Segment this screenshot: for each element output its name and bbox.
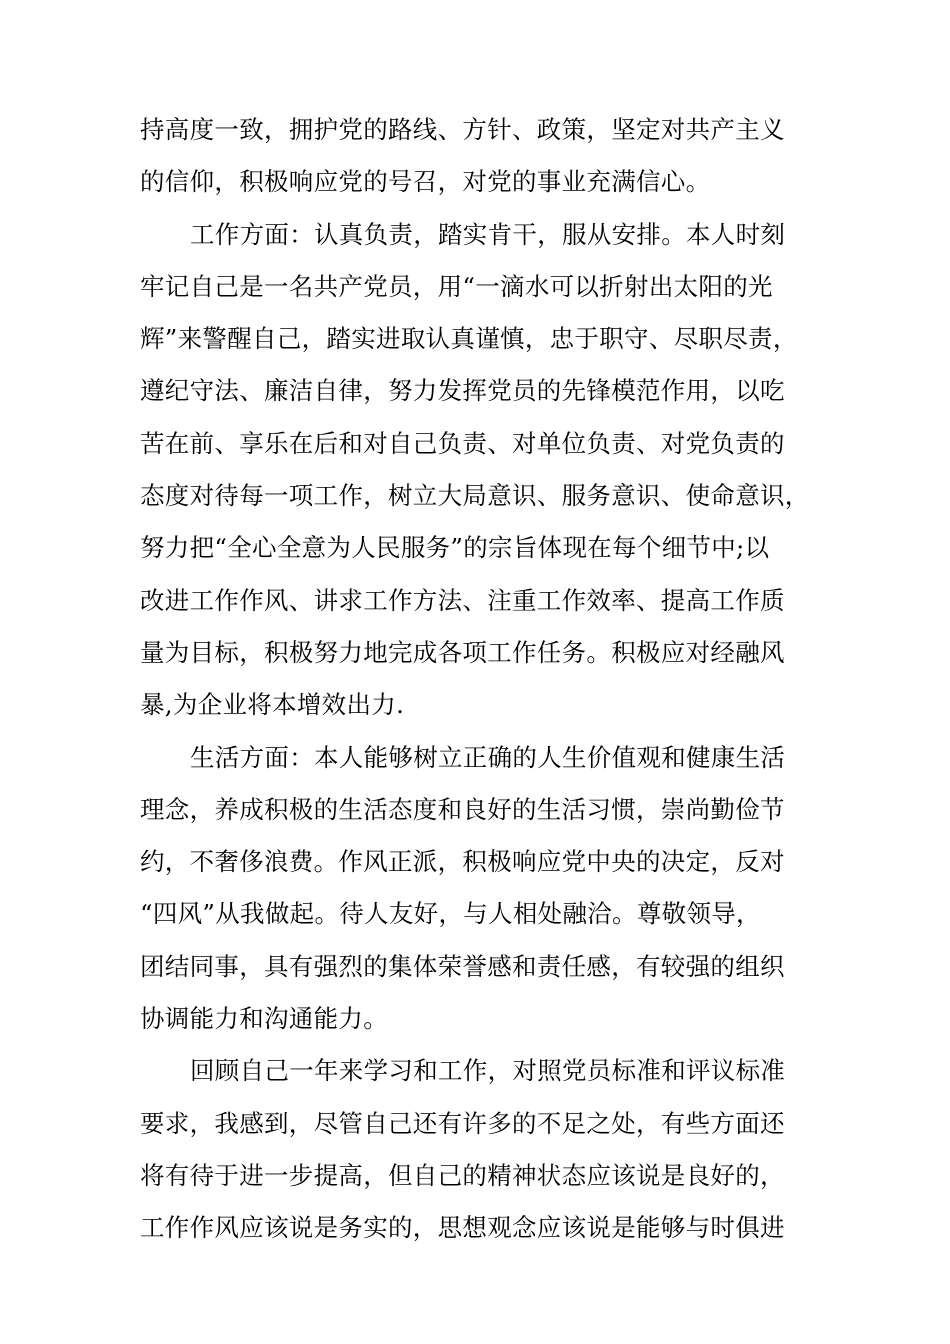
paragraph-review [140,1045,830,1254]
text-line: 改进工作作风、讲求工作方法、注重工作效率、提高工作质 [140,585,785,615]
text-line: 牢记自己是一名共产党员，用“一滴水可以折射出太阳的光 [140,271,773,301]
text-line: 态度对待每一项工作，树立大局意识、服务意识、使命意识， [140,481,810,511]
text-line: 回顾自己一年来学习和工作，对照党员标准和评议标准 [190,1056,786,1086]
text-line: 约，不奢侈浪费。作风正派，积极响应党中央的决定，反对 [140,847,785,877]
text-line: 苦在前、享乐在后和对自己负责、对单位负责、对党负责的 [140,428,785,458]
text-line: 团结同事，具有强烈的集体荣誉感和责任感，有较强的组织 [140,951,785,981]
text-line: “四风”从我做起。待人友好，与人相处融洽。尊敬领导， [140,899,761,929]
text-line: 持高度一致，拥护党的路线、方针、政策，坚定对共产主义 [140,115,785,144]
paragraph-party-loyalty [140,104,830,209]
text-line: 遵纪守法、廉洁自律，努力发挥党员的先锋模范作用，以吃 [140,376,785,406]
text-line: 协调能力和沟通能力。 [140,1004,388,1034]
text-line: 要求，我感到，尽管自己还有许多的不足之处，有些方面还 [140,1108,785,1138]
text-line: 辉”来警醒自己，踏实进取认真谨慎，忠于职守、尽职尽责， [140,324,798,354]
text-line: 将有待于进一步提高，但自己的精神状态应该说是良好的， [140,1160,785,1190]
text-line: 努力把“全心全意为人民服务”的宗旨体现在每个细节中;以 [140,533,770,563]
text-line: 暴,为企业将本增效出力. [140,690,405,720]
paragraph-work [140,209,830,732]
text-line: 量为目标，积极努力地完成各项工作任务。积极应对经融风 [140,637,785,667]
text-line: 理念，养成积极的生活态度和良好的生活习惯，崇尚勤俭节 [140,794,785,824]
document-body [140,104,830,1255]
text-line: 工作作风应该说是务实的，思想观念应该说是能够与时俱进 [140,1213,785,1243]
paragraph-life [140,732,830,1046]
text-line: 工作方面：认真负责，踏实肯干，服从安排。本人时刻 [190,219,786,249]
text-line: 生活方面：本人能够树立正确的人生价值观和健康生活 [190,742,786,772]
text-line: 的信仰，积极响应党的号召，对党的事业充满信心。 [140,167,711,197]
